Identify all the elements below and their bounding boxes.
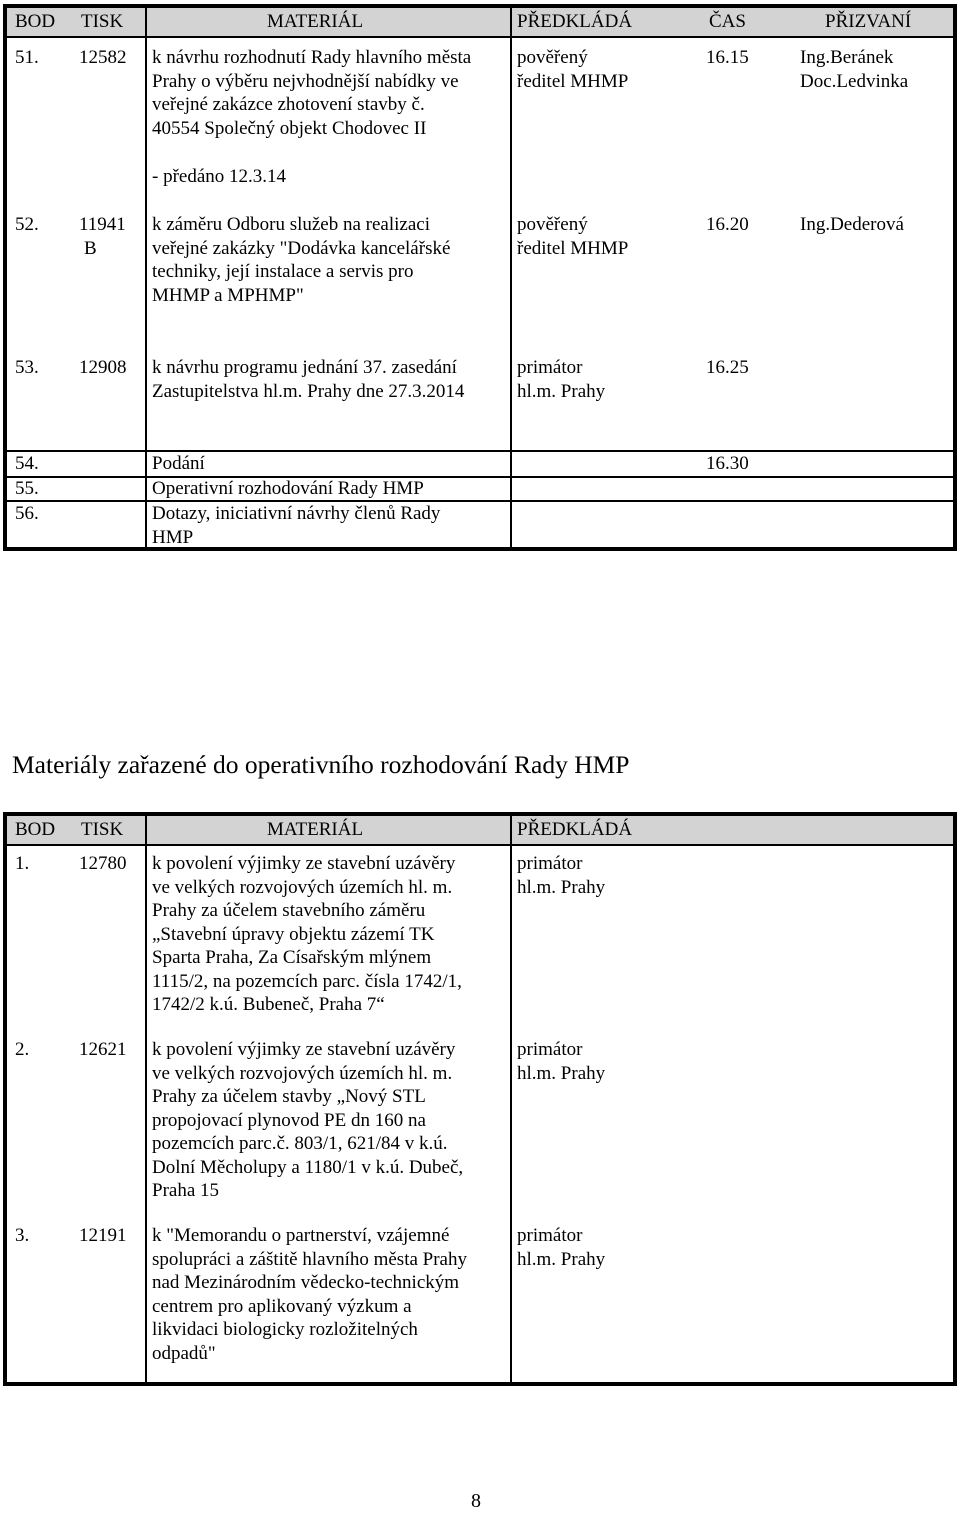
- header-tisk: TISK: [81, 11, 124, 32]
- cell-bod: 1.: [15, 853, 30, 874]
- row-divider: [7, 476, 953, 478]
- cell-bod: 2.: [15, 1039, 30, 1060]
- cell-predklada: pověřený ředitel MHMP: [517, 47, 629, 92]
- column-divider: [510, 8, 512, 547]
- table-header: [7, 8, 953, 38]
- cell-tisk: 12908: [79, 357, 127, 378]
- row-divider: [7, 450, 953, 452]
- agenda-table: [3, 4, 957, 551]
- cell-tisk: 12621: [79, 1039, 127, 1060]
- section-heading: Materiály zařazené do operativního rozhodování Rady HMP: [12, 750, 630, 779]
- column-divider: [145, 8, 147, 547]
- cell-material: k návrhu programu jednání 37. zasedání Zastupitelstva hl.m. Prahy dne 27.3.2014: [152, 357, 465, 402]
- cell-material: Dotazy, iniciativní návrhy členů Rady HMP: [152, 503, 441, 548]
- header-material: MATERIÁL: [267, 819, 364, 840]
- cell-cas: 16.20: [706, 214, 749, 235]
- cell-cas: 16.30: [706, 453, 749, 474]
- header-cas: ČAS: [709, 11, 746, 32]
- cell-bod: 3.: [15, 1225, 30, 1246]
- cell-material: Operativní rozhodování Rady HMP: [152, 478, 424, 499]
- cell-note: - předáno 12.3.14: [152, 166, 287, 187]
- cell-bod: 55.: [15, 478, 39, 499]
- cell-bod: 51.: [15, 47, 39, 68]
- cell-tisk: 12191: [79, 1225, 127, 1246]
- cell-material: k návrhu rozhodnutí Rady hlavního města Prahy o výběru nejvhodnější nabídky ve veřejné zakázce zhotovení stavby č. 40554 Společný objekt Chodovec II: [152, 47, 472, 139]
- cell-material: k "Memorandu o partnerství, vzájemné spolupráci a záštitě hlavního města Prahy nad Mezinárodním vědecko-technickým centrem pro aplikovaný výzkum a likvidaci biologicky rozložitelných odpadů": [152, 1225, 467, 1364]
- cell-bod: 52.: [15, 214, 39, 235]
- cell-cas: 16.15: [706, 47, 749, 68]
- page-number: 8: [471, 1490, 481, 1512]
- header-predklada: PŘEDKLÁDÁ: [517, 11, 633, 32]
- table-header: [7, 816, 953, 846]
- cell-material: Podání: [152, 453, 205, 474]
- cell-predklada: primátor hl.m. Prahy: [517, 1225, 606, 1270]
- header-tisk: TISK: [81, 819, 124, 840]
- cell-material: k povolení výjimky ze stavební uzávěry ve velkých rozvojových územích hl. m. Prahy za účelem stavby „Nový STL propojovací plynovod PE dn 160 na pozemcích parc.č. 803/1, 621/84 v k.ú. Dolní Měcholupy a 1180/1 v k.ú. Dubeč, Praha 15: [152, 1039, 464, 1201]
- column-divider: [510, 816, 512, 1382]
- cell-predklada: primátor hl.m. Prahy: [517, 357, 606, 402]
- header-bod: BOD: [15, 819, 56, 840]
- cell-cas: 16.25: [706, 357, 749, 378]
- cell-tisk: 12582: [79, 47, 127, 68]
- cell-predklada: primátor hl.m. Prahy: [517, 1039, 606, 1084]
- column-divider: [145, 816, 147, 1382]
- cell-prizvani: Ing.Dederová: [800, 214, 904, 235]
- header-predklada: PŘEDKLÁDÁ: [517, 819, 633, 840]
- cell-bod: 53.: [15, 357, 39, 378]
- operative-materials-table: [3, 812, 957, 1386]
- cell-bod: 56.: [15, 503, 39, 524]
- cell-tisk: 11941 B: [79, 214, 126, 259]
- header-bod: BOD: [15, 11, 56, 32]
- cell-tisk: 12780: [79, 853, 127, 874]
- cell-bod: 54.: [15, 453, 39, 474]
- cell-material: k povolení výjimky ze stavební uzávěry ve velkých rozvojových územích hl. m. Prahy za účelem stavebního záměru „Stavební úpravy objektu zázemí TK Sparta Praha, Za Císařským mlýnem 1115/2, na pozemcích parc. čísla 1742/1, 1742/2 k.ú. Bubeneč, Praha 7“: [152, 853, 462, 1015]
- header-prizvani: PŘIZVANÍ: [825, 11, 912, 32]
- cell-predklada: primátor hl.m. Prahy: [517, 853, 606, 898]
- cell-predklada: pověřený ředitel MHMP: [517, 214, 629, 259]
- row-divider: [7, 500, 953, 502]
- cell-material: k záměru Odboru služeb na realizaci veřejné zakázky "Dodávka kancelářské techniky, její instalace a servis pro MHMP a MPHMP": [152, 214, 451, 306]
- cell-prizvani: Ing.Beránek Doc.Ledvinka: [800, 47, 909, 92]
- header-material: MATERIÁL: [267, 11, 364, 32]
